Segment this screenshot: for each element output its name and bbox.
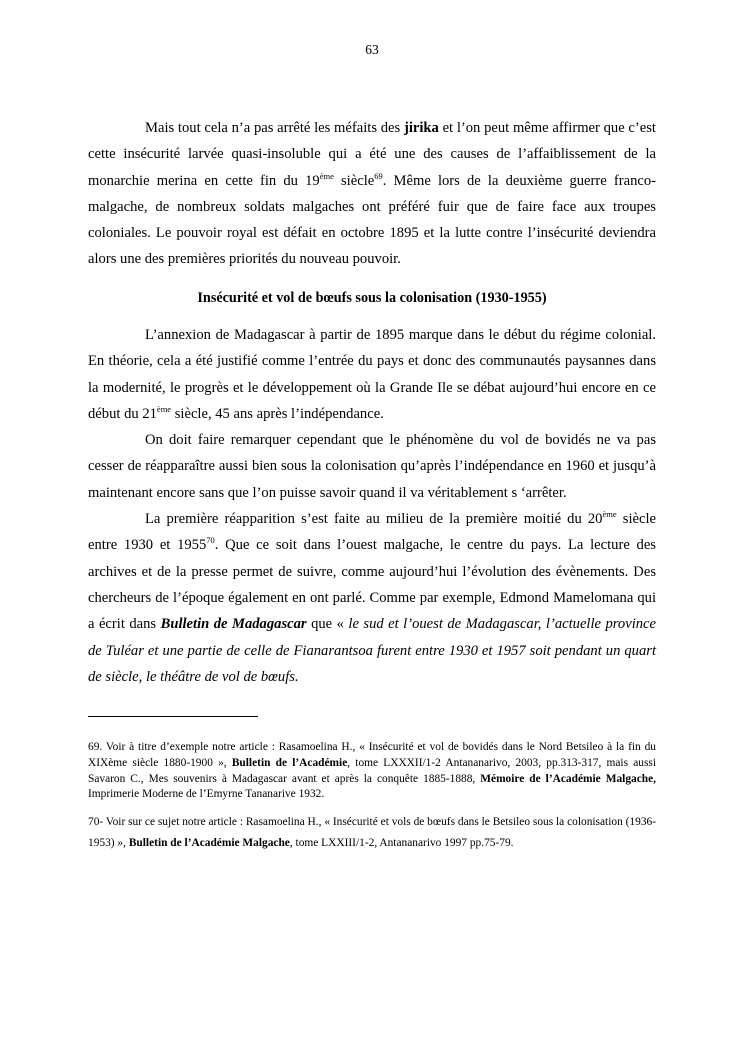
text-run: , tome LXXIII/1-2, Antananarivo 1997 pp.75-79. bbox=[289, 837, 514, 849]
text-run: 69. Voir à titre d’exemple notre article : Rasamoelina H., « Insécurité et vol de bovidés dans le Nord Betsileo à la fin du XIXème siècle 1880-1900 », bbox=[88, 741, 656, 769]
superscript: ème bbox=[319, 170, 334, 181]
footnote-69 bbox=[88, 740, 656, 803]
text-run: . Même lors de la deuxième guerre franco-malgache, de nombreux soldats malgaches ont préféré fuir que de faire face aux troupes coloniales. Le pouvoir royal est défait en octobre 1895 et la lutte contre l’insécurité deviendra alors une des premières priorités du nouveau pouvoir. bbox=[88, 172, 656, 268]
bold-italic-title: Bulletin de Madagascar bbox=[160, 616, 307, 633]
bold-title: Mémoire de l’Académie Malgache, bbox=[480, 772, 657, 785]
footnote-ref-69[interactable]: 69 bbox=[374, 170, 383, 181]
section-heading: Insécurité et vol de bœufs sous la colonisation (1930-1955) bbox=[197, 290, 547, 306]
text-run: siècle bbox=[333, 172, 375, 189]
text-run: et l’on peut même affirmer que c’est cette insécurité larvée quasi-insoluble qui a été une des causes de l’affaiblissement de la monarchie merina en cette fin du 19 bbox=[88, 120, 656, 189]
body-paragraphs bbox=[88, 322, 656, 690]
text-run: L’annexion de Madagascar à partir de 1895 marque dans le début du régime colonial. En théorie, cela a été justifié comme l’entrée du pays et donc des communautés paysannes dans la modernité, le progrès et le développement où la Grande Ile se débat aujourd’hui encore en ce début du 21 bbox=[88, 327, 656, 422]
superscript: ème bbox=[602, 509, 617, 520]
text-run: siècle, 45 ans après l’indépendance. bbox=[171, 405, 384, 422]
text-run: Imprimerie Moderne de l’Emyrne Tananarive 1932. bbox=[88, 788, 325, 801]
bold-term: jirika bbox=[403, 120, 439, 136]
text-run: que « bbox=[306, 616, 349, 633]
footnote-70 bbox=[88, 812, 656, 854]
text-run: Mais tout cela n’a pas arrêté les méfaits des bbox=[145, 120, 404, 136]
text-run: siècle entre 1930 et 1955 bbox=[88, 511, 656, 554]
text-run: . Que ce soit dans l’ouest malgache, le centre du pays. La lecture des archives et de la presse permet de suivre, comme aujourd’hui l’évolution des évènements. Des chercheurs de l’époque également en ont parlé. Comme par exemple, Edmond Mamelomana qui a écrit dans bbox=[88, 537, 656, 633]
footnote-ref-70[interactable]: 70 bbox=[206, 535, 215, 546]
footnote-divider bbox=[88, 716, 258, 717]
superscript: ème bbox=[156, 404, 172, 415]
text-run: 70- Voir sur ce sujet notre article : Rasamoelina H., « Insécurité et vols de bœufs dans le Betsileo sous la colonisation (1936-1953) », bbox=[88, 816, 656, 849]
text-run: La première réapparition s’est faite au milieu de la première moitié du 20 bbox=[145, 511, 603, 528]
bold-title: Bulletin de l’Académie bbox=[231, 756, 348, 769]
page-number: 63 bbox=[365, 42, 379, 57]
paragraph-4 bbox=[88, 506, 656, 690]
paragraph-2 bbox=[88, 322, 656, 427]
bold-title: Bulletin de l’Académie Malgache bbox=[128, 837, 290, 849]
text-run: , tome LXXXII/1-2 Antananarivo, 2003, pp.313-317, mais aussi Savaron C., Mes souvenirs à Madagascar avant et après la conquête 1885-1888, bbox=[88, 756, 657, 785]
italic-quote: le sud et l’ouest de Madagascar, l’actuelle province de Tuléar et une partie de celle de Fianarantsoa furent entre 1930 et 1957 soit pendant un quart de siècle, le théâtre de vol de bœufs. bbox=[88, 616, 657, 685]
paragraph-1 bbox=[88, 115, 656, 273]
paragraph-3: On doit faire remarquer cependant que le phénomène du vol de bovidés ne va pas cesser de réapparaître aussi bien sous la colonisation qu’après l’indépendance en 1960 et jusqu’à maintenant encore sans que l’on puisse savoir quand il va véritablement s ‘arrêter. bbox=[88, 432, 656, 501]
